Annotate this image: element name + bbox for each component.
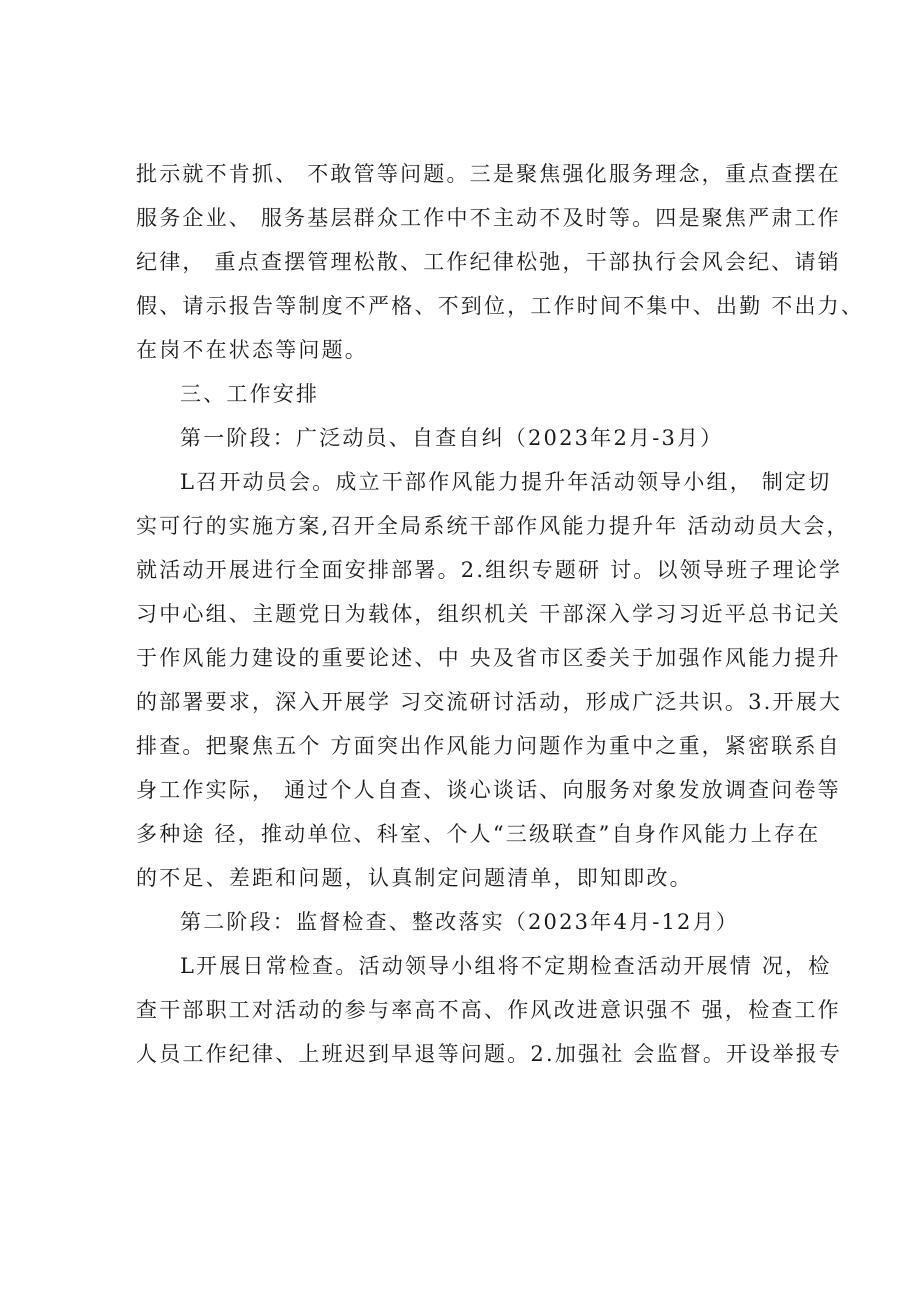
text-line: L召开动员会。成立干部作风能力提升年活动领导小组， 制定切 [180,470,832,494]
text-line: 多种途 径，推动单位、科室、个人“三级联查”自身作风能力上存在 [136,822,821,846]
text-line: 第一阶段：广泛动员、自查自纠（2023年2月-3月） [180,426,724,450]
text-line: 查干部职工对活动的参与率高不高、作风改进意识强不 强，检查工作 [136,998,841,1022]
text-line: 服务企业、 服务基层群众工作中不主动不及时等。四是聚焦严肃工作 [136,206,841,230]
text-line: 的部署要求，深入开展学 习交流研讨活动，形成广泛共识。3.开展大 [136,690,843,714]
text-line: 假、请示报告等制度不严格、不到位，工作时间不集中、出勤 不出力、 [136,294,865,318]
text-line: 习中心组、主题党日为载体，组织机关 干部深入学习习近平总书记关 [136,602,841,626]
text-line: 身工作实际， 通过个人自查、谈心谈话、向服务对象发放调查问卷等 [136,778,841,802]
text-line: 第二阶段：监督检查、整改落实（2023年4月-12月） [180,910,740,934]
text-line: 实可行的实施方案,召开全局系统干部作风能力提升年 活动动员大会， [136,514,850,538]
text-line: 纪律， 重点查摆管理松散、工作纪律松弛，干部执行会风会纪、请销 [136,250,841,274]
text-line: 三、工作安排 [180,382,320,406]
document-body [136,152,865,1076]
text-line: L开展日常检查。活动领导小组将不定期检查活动开展情 况，检 [180,954,832,978]
text-line: 就活动开展进行全面安排部署。2.组织专题研 讨。以领导班子理论学 [136,558,843,582]
text-line: 人员工作纪律、上班迟到早退等问题。2.加强社 会监督。开设举报专 [136,1042,843,1066]
text-line: 排查。把聚焦五个 方面突出作风能力问题作为重中之重，紧密联系自 [136,734,841,758]
text-line: 批示就不肯抓、 不敢管等问题。三是聚焦强化服务理念，重点查摆在 [136,162,841,186]
text-line: 在岗不在状态等问题。 [136,338,368,362]
text-line: 于作风能力建设的重要论述、中 央及省市区委关于加强作风能力提升 [136,646,841,670]
text-line: 的不足、差距和问题，认真制定问题清单，即知即改。 [136,866,693,890]
